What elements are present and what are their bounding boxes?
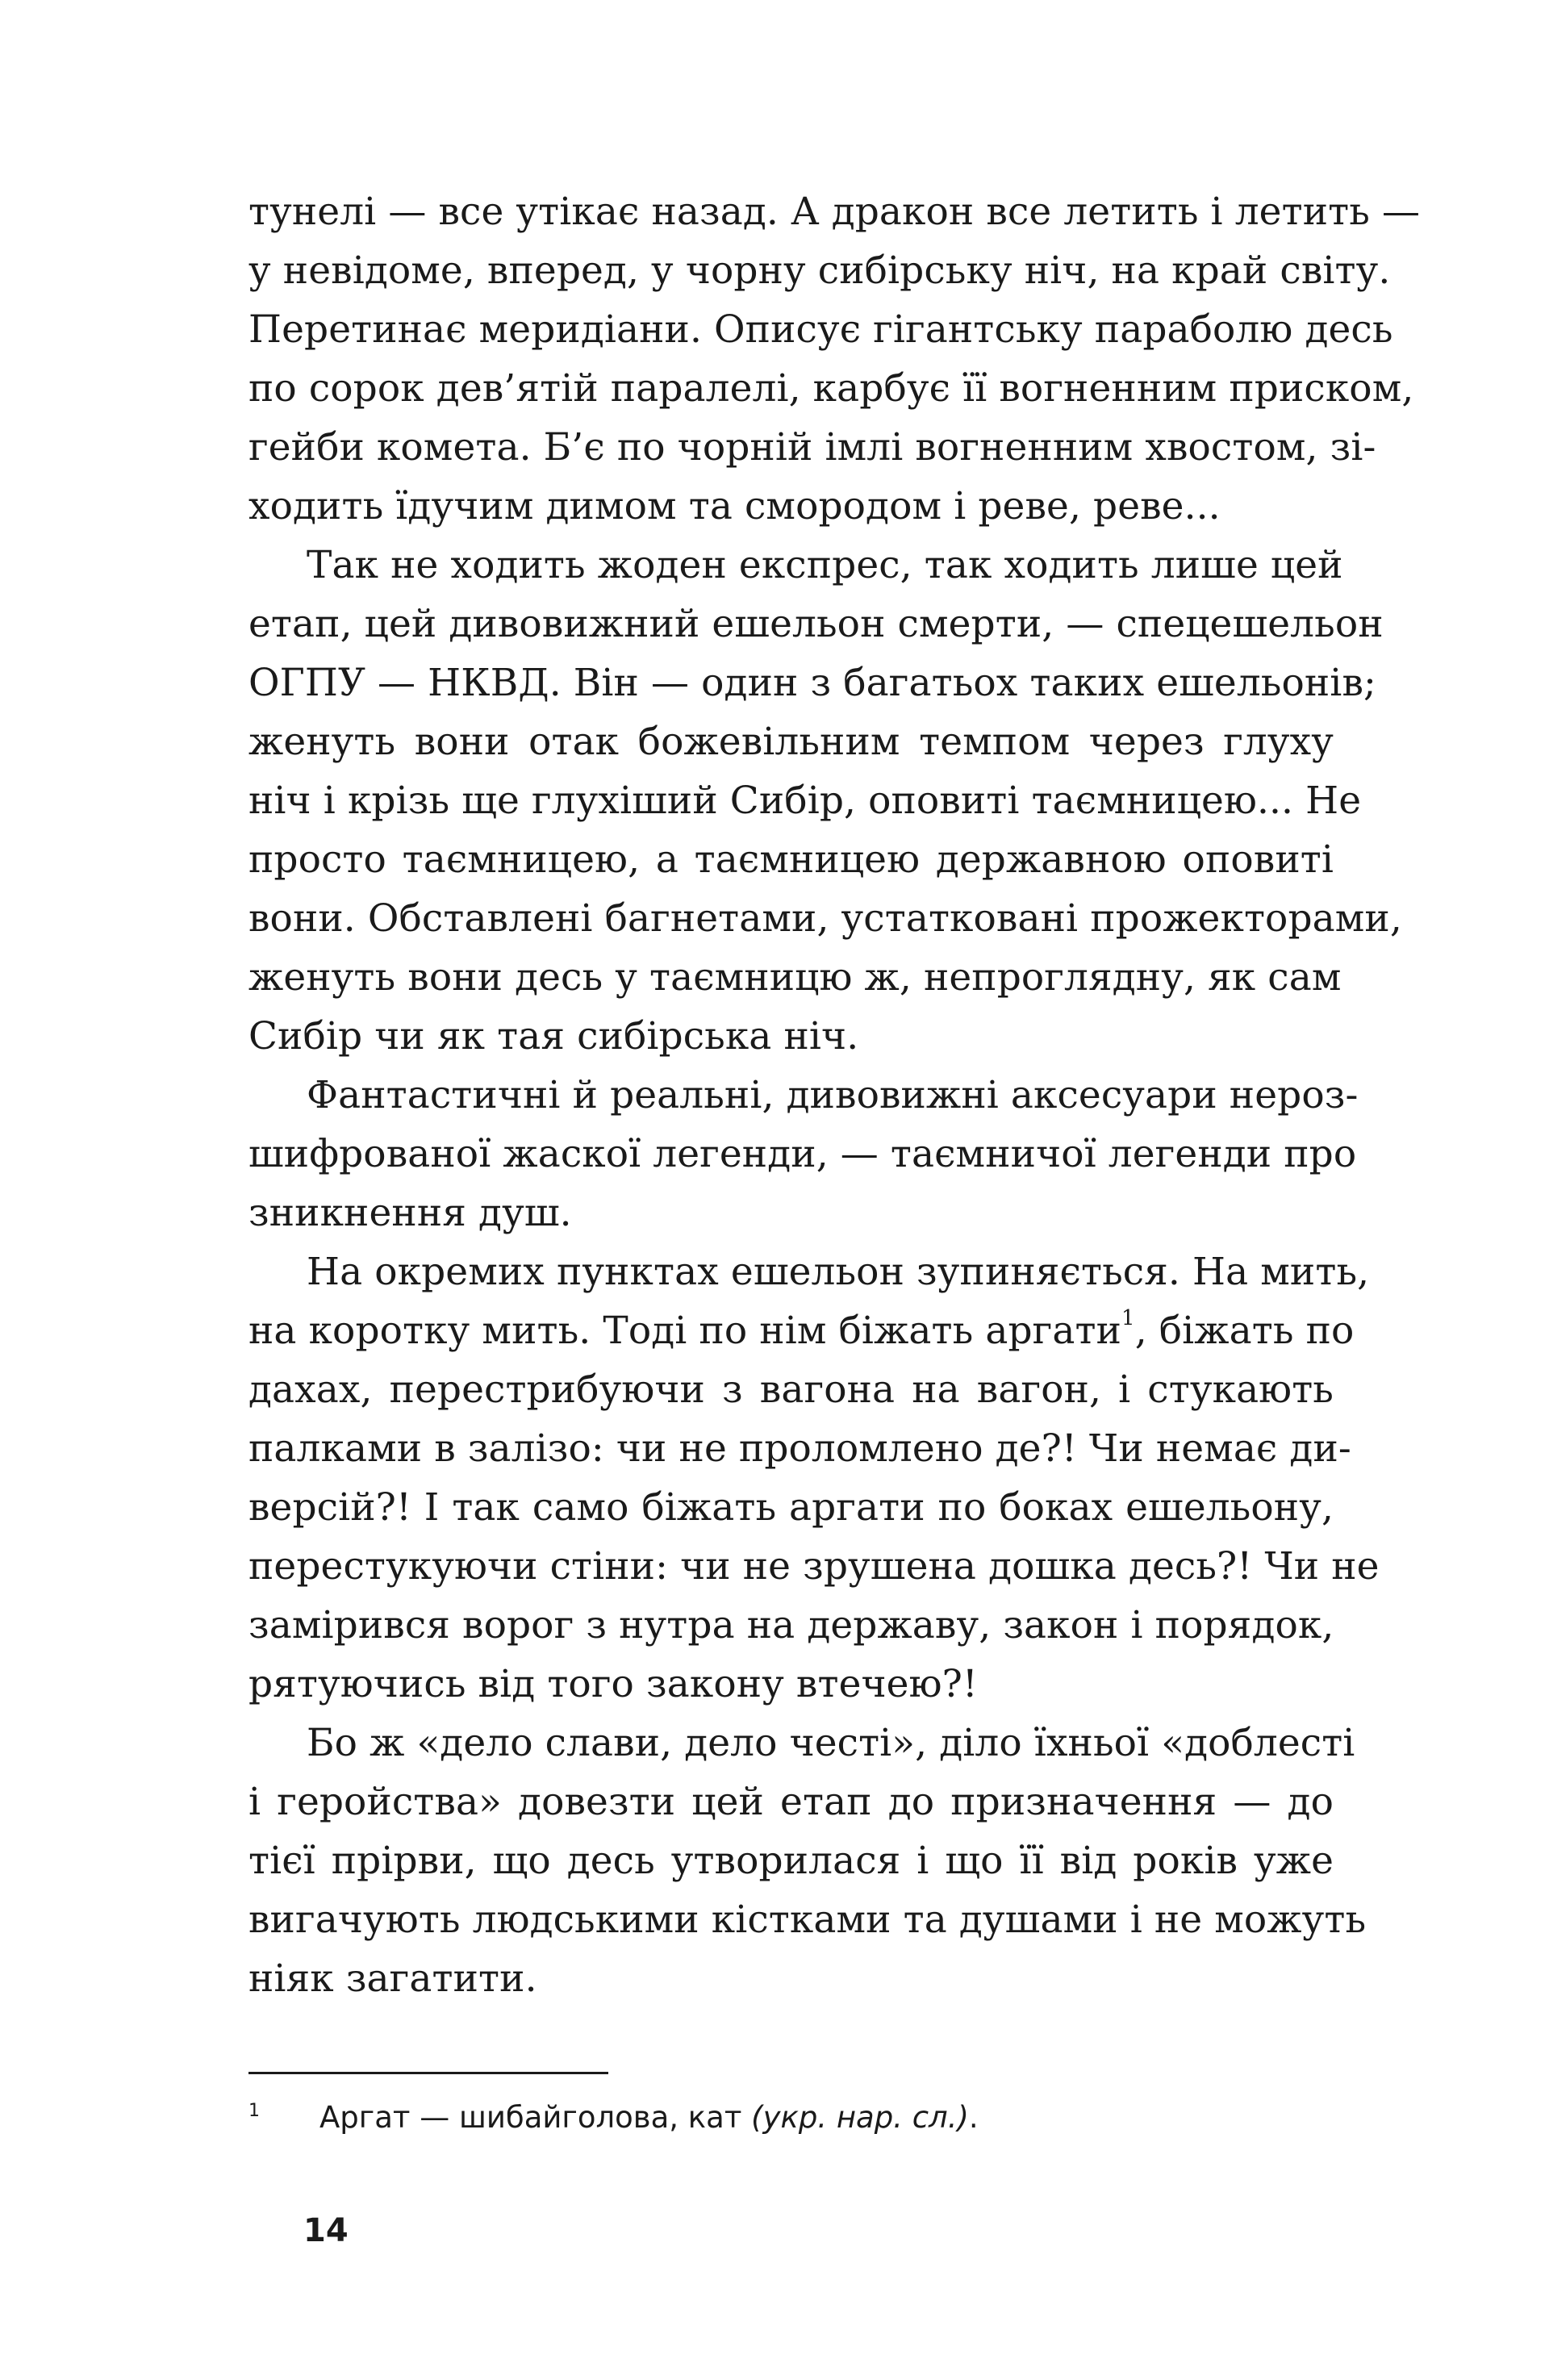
footnote-italic-note: (укр. нар. сл.) xyxy=(751,2100,969,2135)
text-line: Бо ж «дело слави, дело честі», діло їхньої «доблесті xyxy=(307,1721,1355,1765)
text-fragment: на коротку мить. Тоді по нім біжать аргати xyxy=(248,1309,1122,1353)
text-line: по сорок дев’ятій паралелі, карбує її вогненним приском, xyxy=(248,366,1414,411)
text-line: версій?! І так само біжать аргати по боках ешельону, xyxy=(248,1485,1334,1530)
text-line: женуть вони отак божевільним темпом через глуху xyxy=(248,720,1334,764)
text-line: у невідоме, вперед, у чорну сибірську ніч, на край світу. xyxy=(248,248,1391,293)
text-fragment: , біжать по xyxy=(1134,1309,1355,1353)
text-line: просто таємницею, а таємницею державною оповиті xyxy=(248,837,1334,882)
text-line: вони. Обставлені багнетами, устатковані прожекторами, xyxy=(248,896,1402,941)
text-line-with-footnote-ref xyxy=(248,1301,1355,1360)
footnote-text: Аргат — шибайголова, кат xyxy=(319,2100,752,2135)
text-line: тієї прірви, що десь утворилася і що її від років уже xyxy=(248,1839,1334,1883)
text-line: етап, цей дивовижний ешельон смерти, — спецешельон xyxy=(248,602,1384,646)
text-line: і геройства» довезти цей етап до призначення — до xyxy=(248,1780,1334,1824)
text-line: Фантастичні й реальні, дивовижні аксесуари нероз- xyxy=(307,1073,1359,1117)
text-line: палками в залізо: чи не проломлено де?! Чи немає ди- xyxy=(248,1426,1351,1471)
footnote-end: . xyxy=(968,2100,979,2135)
text-line: гейби комета. Б’є по чорній імлі вогненним хвостом, зі- xyxy=(248,425,1376,470)
text-line: перестукуючи стіни: чи не зрушена дошка десь?! Чи не xyxy=(248,1544,1380,1589)
text-line: зникнення душ. xyxy=(248,1191,572,1235)
footnote-divider xyxy=(248,2072,608,2074)
text-line: Сибір чи як тая сибірська ніч. xyxy=(248,1014,859,1058)
text-line: замірився ворог з нутра на державу, закон і порядок, xyxy=(248,1603,1334,1647)
text-line: дахах, перестрибуючи з вагона на вагон, і стукають xyxy=(248,1367,1334,1412)
body-text xyxy=(248,182,1421,2008)
text-line: Так не ходить жоден експрес, так ходить лише цей xyxy=(307,543,1343,587)
text-line: шифрованої жаскої легенди, — таємничої легенди про xyxy=(248,1132,1357,1176)
text-line: ніяк загатити. xyxy=(248,1956,537,2001)
text-line: ходить їдучим димом та смородом і реве, реве... xyxy=(248,484,1221,528)
text-line: рятуючись від того закону втечею?! xyxy=(248,1662,978,1706)
text-line: вигачують людськими кістками та душами і не можуть xyxy=(248,1898,1367,1942)
footnote-reference: 1 xyxy=(1121,1306,1135,1331)
footnote-marker: 1 xyxy=(248,2101,260,2121)
text-line: На окремих пунктах ешельон зупиняється. На мить, xyxy=(307,1250,1370,1294)
footnote xyxy=(248,2095,1334,2140)
page-number: 14 xyxy=(303,2212,349,2249)
text-line: тунелі — все утікає назад. А дракон все летить і летить — xyxy=(248,190,1421,234)
text-line: ОГПУ — НКВД. Він — один з багатьох таких ешельонів; xyxy=(248,661,1376,705)
text-line: Перетинає меридіани. Описує гігантську параболю десь xyxy=(248,307,1393,352)
text-line: женуть вони десь у таємницю ж, непроглядну, як сам xyxy=(248,955,1342,1000)
text-line: ніч і крізь ще глухіший Сибір, оповиті таємницею... Не xyxy=(248,779,1362,823)
